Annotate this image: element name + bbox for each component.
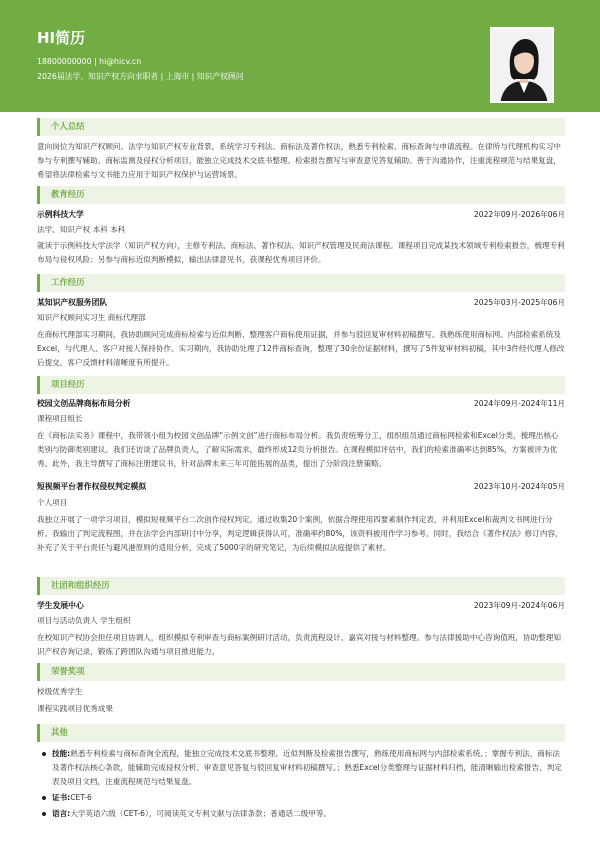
section-education-title — [37, 186, 565, 204]
project-role: 个人项目 — [37, 498, 68, 507]
campus-date: 2023年09月-2024年06月 — [473, 601, 565, 610]
candidate-name: HI简历 — [37, 29, 86, 47]
campus-org: 学生发展中心 — [37, 601, 84, 610]
campus-description: 在校知识产权协会担任项目协调人，组织模拟专利审查与商标案例研讨活动，负责流程设计、嘉宾对接与材料整理。参与法律援助中心咨询值班，协助整理知识产权咨询记录，锻炼了跨团队沟通与项目推进能力。 — [37, 633, 561, 656]
project-name: 校园文创品牌商标布局分析 — [37, 399, 131, 408]
section-honors-title — [37, 663, 565, 681]
project-role: 课程项目组长 — [37, 414, 83, 423]
campus-role: 项目与活动负责人 学生组织 — [37, 616, 131, 625]
title-accent-bar — [37, 663, 40, 681]
education-school: 示例科技大学 — [37, 210, 84, 219]
campus-entry-header — [37, 600, 565, 614]
section-campus-title — [37, 577, 565, 595]
title-accent-bar — [37, 577, 40, 595]
bullet-dot-icon — [42, 796, 46, 800]
section-title-text: 教育经历 — [51, 189, 85, 199]
project-date: 2024年09月-2024年11月 — [473, 399, 565, 408]
honor-item: 校级优秀学生 — [37, 687, 83, 696]
education-entry-header — [37, 209, 565, 223]
education-major: 法学、知识产权 本科 本科 — [37, 225, 126, 234]
work-role: 知识产权顾问实习生 商标代理部 — [37, 313, 146, 322]
other-item-label: 语言: — [52, 809, 71, 818]
title-accent-bar — [37, 186, 40, 204]
contact-info: 18800000000 | hi@hicv.cn — [37, 57, 142, 66]
bullet-dot-icon — [42, 812, 46, 816]
work-entry-header — [37, 297, 565, 311]
other-item-text: 熟悉专利检索与商标查询全流程，能独立完成技术交底书整理、近似判断及检索报告撰写，熟练使用商标网与内部检索系统。；掌握专利法、商标法及著作权法核心条款，能辅助完成侵权分析、审查意见答复与驳回复审材料初稿撰写。；熟悉Excel分类整理与证据材料归档，能清晰输出检索报告、判定表及项目文档，注重流程规范与结果复盘。 — [52, 749, 562, 786]
project-description: 我独立开展了一项学习项目，模拟短视频平台二次创作侵权判定。通过收集20个案例，依据合理使用四要素制作判定表，并利用Excel和裁判文书网进行分析。我输出了判定流程图，并在法学会内部研讨中分享，判定逻辑获得认可，准确率约80%，该资料被用作学习参考。同时，我结合《著作权法》修订内容，补充了关于平台责任与避风港原则的适用分析，完成了5000字的研究笔记，为后续模拟法庭提供了素材。 — [37, 515, 563, 552]
profile-photo — [490, 27, 554, 103]
work-company: 某知识产权服务团队 — [37, 298, 108, 307]
work-date: 2025年03月-2025年06月 — [473, 298, 565, 307]
project-name: 短视频平台著作权侵权判定模拟 — [37, 482, 147, 491]
section-title-text: 其他 — [51, 727, 68, 737]
project-date: 2023年10月-2024年05月 — [473, 482, 565, 491]
section-title-text: 荣誉奖项 — [51, 666, 85, 676]
title-accent-bar — [37, 274, 40, 292]
bullet-dot-icon — [42, 752, 46, 756]
portrait-icon — [492, 29, 554, 103]
other-skills-item — [42, 747, 562, 789]
title-accent-bar — [37, 118, 40, 136]
other-language-item — [42, 807, 562, 821]
title-accent-bar — [37, 724, 40, 742]
work-description: 在商标代理部实习期间，我协助顾问完成商标检索与近似判断，整理客户商标使用证据，并参与驳回复审材料初稿撰写。我熟练使用商标网、内部检索系统及Excel，与代理人、客户对接人保持协作。实习期内，我协助处理了12件商标查询，整理了30余份证据材料，撰写了5件复审材料初稿，其中3件经代理人修改后提交，客户反馈材料清晰度有所提升。 — [37, 330, 565, 367]
project-entry-header — [37, 481, 565, 495]
other-item-label: 技能: — [52, 749, 71, 758]
honor-item: 课程实践项目优秀成果 — [37, 704, 113, 713]
education-description: 就读于示例科技大学法学（知识产权方向），主修专利法、商标法、著作权法、知识产权管理及民商法课程。课程项目完成某技术领域专利检索报告，梳理专利布局与侵权风险；另参与商标近似判断模拟，输出法律意见书，获课程优秀项目评价。 — [37, 241, 565, 264]
section-title-text: 工作经历 — [51, 277, 85, 287]
project-description: 在《商标法实务》课程中，我带领小组为校园文创品牌“示例文创”进行商标布局分析。我负责统筹分工，组织组员通过商标网检索和Excel分类，梳理出核心类别与防御类别建议。我们还访谈了品牌负责人，了解实际需求，最终形成12页分析报告。在课程模拟评估中，我们的检索准确率达到85%，方案被评为优秀。此外，我主导撰写了商标注册建议书，针对品牌未来三年可能拓展的品类，提出了分阶段注册策略。 — [37, 431, 559, 468]
education-date: 2022年09月-2026年06月 — [473, 210, 565, 219]
other-item-text: 大学英语六级（CET-6），可阅读英文专利文献与法律条款；普通话二级甲等。 — [70, 809, 332, 818]
section-title-text: 个人总结 — [51, 121, 85, 131]
section-title-text: 社团和组织经历 — [51, 580, 110, 590]
section-title-text: 项目经历 — [51, 379, 85, 389]
job-intent: 2026届法学、知识产权方向求职者 | 上海市 | 知识产权顾问 — [37, 72, 244, 81]
summary-text: 意向岗位为知识产权顾问。法学与知识产权专业背景，系统学习专利法、商标法及著作权法，熟悉专利检索、商标查询与申请流程。在律所与代理机构实习中参与专利撰写辅助、商标监测及侵权分析项目，能独立完成技术交底书整理、检索报告撰写与审查意见答复辅助。善于沟通协作，注重流程规范与结果复盘，希望将法律检索与文书能力应用于知识产权保护与运营场景。 — [37, 142, 561, 179]
section-projects-title — [37, 376, 565, 394]
other-cert-item — [42, 791, 562, 805]
resume-header — [0, 0, 600, 112]
project-entry-header — [37, 398, 565, 412]
section-other-title — [37, 724, 565, 742]
other-item-text: CET-6 — [70, 793, 92, 802]
section-summary-title — [37, 118, 565, 136]
other-item-label: 证书: — [52, 793, 71, 802]
section-work-title — [37, 274, 565, 292]
title-accent-bar — [37, 376, 40, 394]
